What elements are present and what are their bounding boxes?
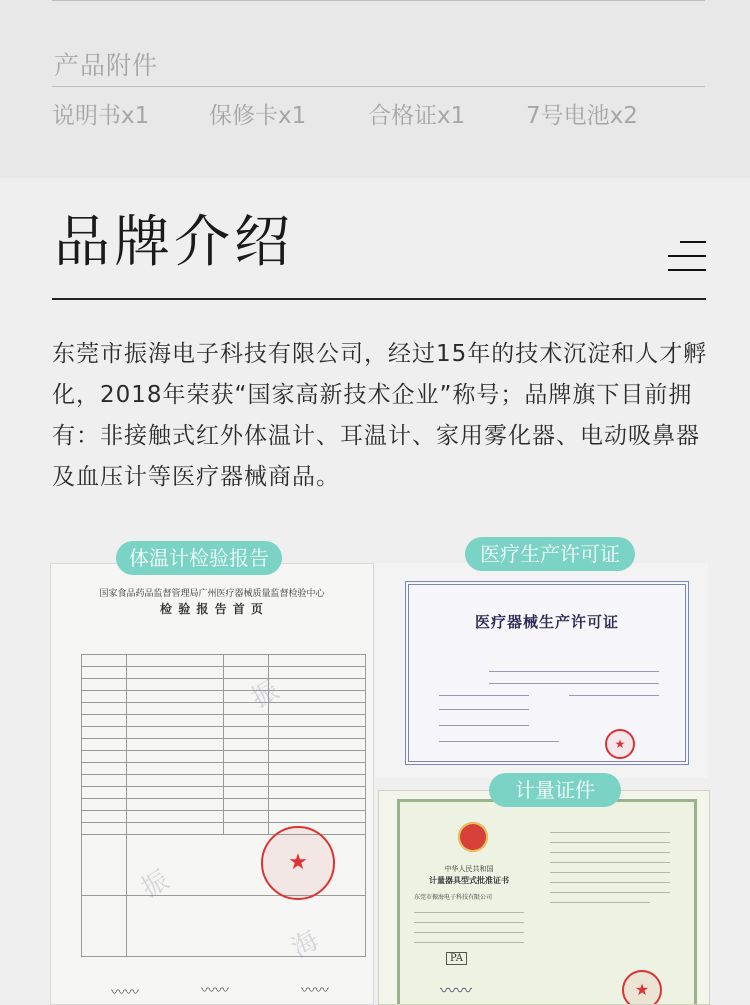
accessories-divider xyxy=(52,86,705,87)
report-table xyxy=(81,654,366,957)
meter-company: 东莞市振海电子科技有限公司 xyxy=(414,894,493,901)
menu-icon[interactable] xyxy=(668,239,706,273)
top-divider xyxy=(52,0,705,1)
license-label: 医疗生产许可证 xyxy=(465,537,635,571)
watermark: 海 xyxy=(286,925,325,965)
watermark: 振 xyxy=(246,675,285,715)
report-header: 国家食品药品监督管理局广州医疗器械质量监督检验中心 xyxy=(99,589,325,599)
report-stamp: ★ xyxy=(261,826,335,900)
pa-mark: PA xyxy=(446,952,467,965)
brand-title: 品牌介绍 xyxy=(54,210,294,275)
report-title: 检 验 报 告 首 页 xyxy=(160,602,264,616)
report-signature: 〰〰 xyxy=(111,985,139,1001)
accessory-certificate: 合格证x1 xyxy=(368,103,466,129)
meter-title: 计量器具型式批准证书 xyxy=(429,875,509,885)
metrology-frame xyxy=(397,799,697,1005)
production-license-image xyxy=(375,563,708,778)
meter-label: 计量证件 xyxy=(489,773,621,807)
inspection-report-image xyxy=(50,563,374,1005)
accessory-warranty-card: 保修卡x1 xyxy=(209,103,307,129)
meter-signature: 〰〰 xyxy=(440,981,473,1000)
license-stamp: ★ xyxy=(605,729,635,759)
meter-header: 中华人民共和国 xyxy=(444,865,494,873)
metrology-certificate-image xyxy=(378,790,710,1005)
brand-divider xyxy=(52,298,706,300)
meter-stamp: ★ xyxy=(622,970,662,1005)
license-frame xyxy=(405,581,689,765)
accessories-title: 产品附件 xyxy=(54,51,159,80)
watermark: 振 xyxy=(136,865,175,905)
brand-description: 东莞市振海电子科技有限公司，经过15年的技术沉淀和人才孵化，2018年荣获“国家高新技术企业”称号；品牌旗下目前拥有：非接触式红外体温计、耳温计、家用雾化器、电动吸鼻器及血压计等医疗器械商品。 xyxy=(52,341,708,490)
national-emblem xyxy=(458,822,488,852)
accessory-batteries: 7号电池x2 xyxy=(526,103,638,129)
report-signature: 〰〰 xyxy=(301,983,329,999)
report-signature: 〰〰 xyxy=(201,983,229,999)
accessory-manual: 说明书x1 xyxy=(52,103,150,129)
license-title: 医疗器械生产许可证 xyxy=(474,613,619,631)
accessories-section xyxy=(0,0,750,178)
report-label: 体温计检验报告 xyxy=(116,541,282,575)
